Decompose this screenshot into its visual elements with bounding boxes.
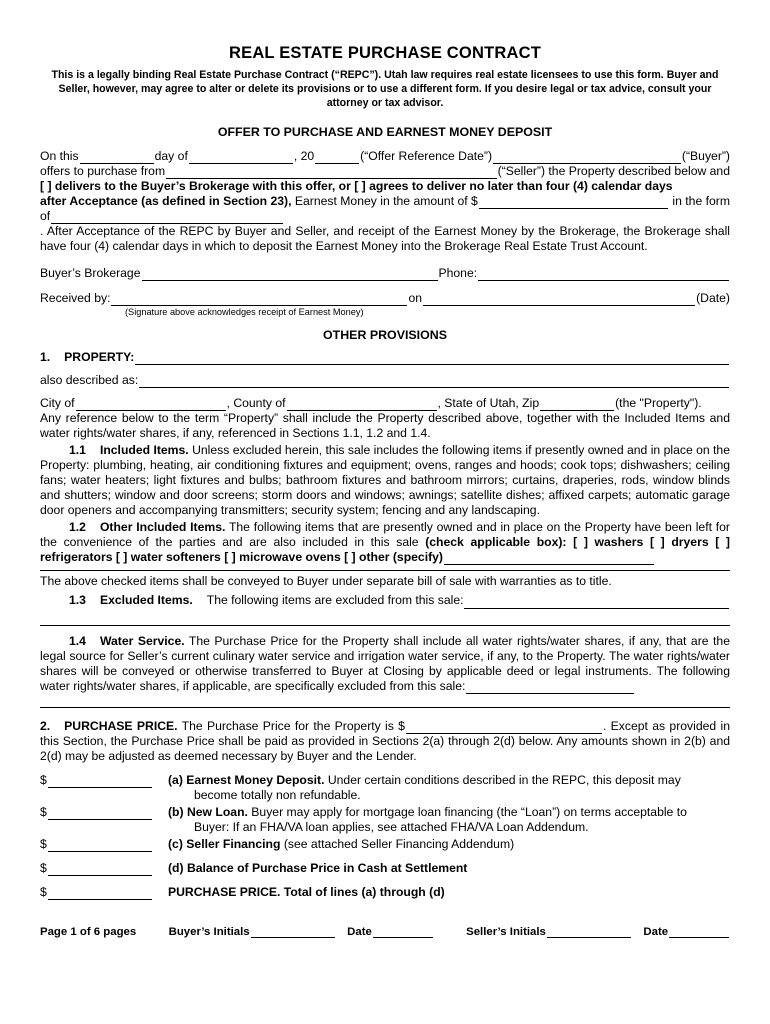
buyers-brokerage-input[interactable] — [142, 269, 438, 281]
purchase-price-total-amount[interactable] — [40, 885, 168, 900]
included-items-text: Unless excluded herein, this sale includes the following items if presently owned and in place on the Property: plumbing, heating, air conditioning fixtures and equipment; ovens, ranges and hoods; cook tops; dishwashers; ceiling fans; water heaters; light fixtures and bulbs; bathroom fixtures and bathroom mirrors; curtains, draperies, rods, window blinds and shutters; window and door screens; storm doors and windows; awnings; satellite dishes; affixed carpets; automatic garage door openers and accompanying transmitters; security system; fencing and any landscaping. — [40, 442, 730, 518]
purchase-price-line-b — [40, 805, 730, 835]
other-included-items-text: The following items that are presently owned and in place on the Property have been left for the convenience of the parties and are also included in this sale — [40, 520, 730, 550]
purchase-price-intro-text-2: . Except as provided in this Section, the Purchase Price shall be paid as provided in Sections 2(a) through 2(d) below. Any amounts shown in 2(b) and 2(d) may be adjusted as deemed necessary by Buyer and the Lender. — [40, 718, 730, 763]
also-described-as-label: also described as: — [40, 372, 139, 387]
purchase-price-total-row — [40, 885, 730, 900]
line-c-title: Seller Financing — [186, 837, 281, 852]
sellers-initials-label: Seller’s Initials — [466, 926, 546, 938]
offer-date-row — [40, 149, 730, 164]
day-input[interactable] — [80, 152, 154, 164]
seller-financing-amount[interactable] — [40, 837, 168, 852]
purchase-price-intro-text-1: The Purchase Price for the Property is $ — [181, 718, 405, 733]
earnest-money-deposit-amount[interactable] — [40, 773, 168, 788]
purchase-price-total-title: PURCHASE PRICE. Total of lines (a) through (d) — [168, 885, 445, 900]
purchase-price-line-a — [40, 773, 730, 803]
earnest-money-deposit-input[interactable] — [48, 776, 152, 788]
purchase-price-number: 2. — [40, 718, 51, 733]
line-a-tag: (a) — [168, 772, 183, 787]
excluded-items-row — [40, 593, 730, 608]
page-title: REAL ESTATE PURCHASE CONTRACT — [229, 44, 541, 62]
other-specify-overflow-line[interactable] — [40, 570, 730, 571]
line-b-title: New Loan. — [186, 805, 248, 820]
buyer-date-input[interactable] — [373, 927, 433, 938]
check-applicable-box-label: (check applicable box): — [425, 535, 567, 550]
other-specify-input[interactable] — [444, 553, 654, 565]
excluded-items-text: The following items are excluded from this sale: — [206, 593, 464, 608]
state-zip-label: , State of Utah, Zip — [437, 395, 540, 410]
purchase-price-section — [40, 719, 730, 901]
buyer-tag-label: (“Buyer”) — [681, 148, 730, 163]
excluded-items-number: 1.3 — [69, 593, 86, 608]
currency-symbol-c: $ — [40, 837, 47, 852]
property-address-input[interactable] — [135, 352, 729, 364]
purchase-price-heading: PURCHASE PRICE. — [64, 718, 178, 733]
purchase-price-input[interactable] — [406, 722, 602, 734]
seller-financing-input[interactable] — [48, 840, 152, 852]
new-loan-input[interactable] — [48, 808, 152, 820]
city-county-zip-row — [40, 396, 730, 411]
line-c-text: (see attached Seller Financing Addendum) — [280, 837, 515, 852]
city-input[interactable] — [76, 399, 226, 411]
also-described-row — [40, 373, 730, 388]
excluded-water-rights-input[interactable] — [466, 682, 634, 694]
of-label: of — [40, 209, 51, 224]
on-this-label: On this — [40, 148, 79, 163]
earnest-money-amount-label: Earnest Money in the amount of $ — [291, 194, 478, 209]
line-c-tag: (c) — [168, 837, 183, 852]
included-items-paragraph — [40, 443, 730, 518]
on-label: on — [408, 291, 423, 306]
seller-date-label: Date — [643, 926, 669, 938]
seller-name-input[interactable] — [166, 167, 497, 179]
line-a-continuation: become totally non refundable. — [194, 788, 361, 803]
after-acceptance-paragraph: . After Acceptance of the REPC by Buyer and Seller, and receipt of the Earnest Money by the Brokerage, the Brokerage shall have four (4) calendar days in which to deposit the Earnest Money into the Brokerage Real Estate Trust Account. — [40, 224, 730, 254]
included-items-number: 1.1 — [69, 442, 86, 457]
phone-label: Phone: — [438, 266, 478, 281]
buyers-initials-input[interactable] — [251, 927, 335, 938]
buyers-brokerage-label: Buyer’s Brokerage — [40, 266, 141, 281]
day-of-label: day of — [154, 148, 188, 163]
received-by-signature-input[interactable] — [111, 294, 407, 306]
property-section — [40, 350, 730, 708]
buyer-name-input[interactable] — [493, 152, 681, 164]
offer-seller-row — [40, 164, 730, 179]
month-input[interactable] — [189, 152, 293, 164]
legal-disclaimer: This is a legally binding Real Estate Purchase Contract (“REPC”). Utah law requires real estate licensees to use this form. Buyer and Seller, however, may agree to alter or delete its provisions or to use a different form. If you desire legal or tax advice, consult your attorney or tax advisor. — [51, 69, 719, 109]
received-by-label: Received by: — [40, 291, 111, 306]
earnest-money-form-row — [40, 209, 730, 224]
line-b-tag: (b) — [168, 805, 184, 820]
property-number: 1. — [40, 349, 51, 364]
also-described-as-input[interactable] — [139, 375, 729, 387]
water-service-number: 1.4 — [69, 633, 86, 648]
county-input[interactable] — [287, 399, 437, 411]
line-a-text: Under certain conditions described in the REPC, this deposit may — [324, 772, 681, 787]
earnest-money-amount-row — [40, 194, 730, 209]
balance-cash-amount[interactable] — [40, 861, 168, 876]
offer-section-heading: OFFER TO PURCHASE AND EARNEST MONEY DEPOSIT — [217, 124, 553, 139]
other-included-items-number: 1.2 — [69, 520, 86, 535]
excluded-items-title: Excluded Items. — [99, 593, 193, 608]
currency-symbol-b: $ — [40, 805, 47, 820]
other-included-items-paragraph — [40, 520, 730, 565]
offer-block — [40, 149, 730, 254]
other-included-items-checkboxes[interactable]: [ ] washers [ ] dryers [ ] refrigerators [ ] water softeners [ ] microwave ovens [ ] other (specify) — [40, 535, 730, 565]
buyers-initials-label: Buyer’s Initials — [168, 926, 250, 938]
offers-to-purchase-from-label: offers to purchase from — [40, 163, 166, 178]
brokerage-block — [40, 266, 730, 317]
line-a-title: Earnest Money Deposit. — [186, 772, 325, 787]
sellers-initials-input[interactable] — [547, 927, 631, 938]
earnest-money-form-input[interactable] — [51, 212, 283, 224]
signature-note: (Signature above acknowledges receipt of Earnest Money) — [125, 307, 364, 318]
seller-tag-label: (“Seller”) the Property described below and — [497, 163, 730, 178]
property-reference-paragraph: Any reference below to the term “Property” shall include the Property described above, together with the Included Items and water rights/water shares, if any, referenced in Sections 1.1, 1.2 and 1.4. — [40, 410, 730, 440]
included-items-title: Included Items. — [99, 442, 189, 457]
earnest-money-delivery-line-1: [ ] delivers to the Buyer’s Brokerage with this offer, or [ ] agrees to deliver no later than four (4) calendar days — [40, 179, 673, 194]
purchase-price-line-c — [40, 837, 730, 852]
new-loan-amount[interactable] — [40, 805, 168, 820]
purchase-price-line-d — [40, 861, 730, 876]
line-b-text: Buyer may apply for mortgage loan financing (the “Loan”) on terms acceptable to — [247, 805, 687, 820]
brokerage-phone-input[interactable] — [478, 269, 729, 281]
property-heading: PROPERTY: — [64, 349, 135, 364]
water-service-text: The Purchase Price for the Property shall include all water rights/water shares, if any, that are the legal source for Seller’s current culinary water service and irrigation water service, if any, to the Property. The water rights/water shares will be conveyed or otherwise transferred to Buyer at Closing by applicable deed or legal instruments. The following water rights/water shares, if applicable, are specifically excluded from this sale: — [40, 633, 730, 693]
buyer-date-label: Date — [347, 926, 372, 938]
county-of-label: , County of — [226, 395, 286, 410]
other-provisions-heading: OTHER PROVISIONS — [323, 327, 447, 342]
purchase-price-intro — [40, 719, 730, 764]
currency-symbol-total: $ — [40, 885, 47, 900]
water-service-title: Water Service. — [99, 633, 185, 648]
other-included-items-title: Other Included Items. — [99, 520, 226, 535]
offer-reference-date-label: (“Offer Reference Date”) — [360, 148, 493, 163]
currency-symbol-d: $ — [40, 861, 47, 876]
page-number-label: Page 1 of 6 pages — [40, 926, 137, 938]
excluded-items-overflow-line[interactable] — [40, 625, 730, 626]
line-d-tag: (d) — [168, 861, 184, 876]
year-input[interactable] — [315, 152, 359, 164]
line-b-continuation: Buyer: If an FHA/VA loan applies, see attached FHA/VA Loan Addendum. — [194, 820, 589, 835]
currency-symbol-a: $ — [40, 772, 47, 787]
city-of-label: City of — [40, 395, 75, 410]
year-prefix-label: , 20 — [293, 148, 315, 163]
excluded-items-input[interactable] — [464, 596, 729, 608]
water-service-paragraph — [40, 634, 730, 694]
purchase-price-total-input[interactable] — [48, 888, 152, 900]
date-tag-label: (Date) — [696, 291, 730, 306]
seller-date-input[interactable] — [669, 927, 729, 938]
in-the-form-label: in the form — [669, 194, 730, 209]
page-footer — [40, 926, 730, 938]
zip-input[interactable] — [540, 399, 614, 411]
balance-cash-input[interactable] — [48, 864, 152, 876]
line-d-title: Balance of Purchase Price in Cash at Settlement — [186, 861, 468, 876]
property-tag-label: (the "Property"). — [615, 395, 702, 410]
conveyed-items-note: The above checked items shall be conveyed to Buyer under separate bill of sale with warranties as to title. — [40, 574, 612, 589]
after-acceptance-label: after Acceptance (as defined in Section 23), — [40, 194, 292, 209]
buyers-brokerage-row — [40, 266, 730, 281]
received-date-input[interactable] — [423, 294, 695, 306]
water-rights-overflow-line[interactable] — [40, 707, 730, 708]
property-heading-row — [40, 350, 730, 365]
received-by-row — [40, 291, 730, 306]
earnest-money-amount-input[interactable] — [479, 197, 668, 209]
